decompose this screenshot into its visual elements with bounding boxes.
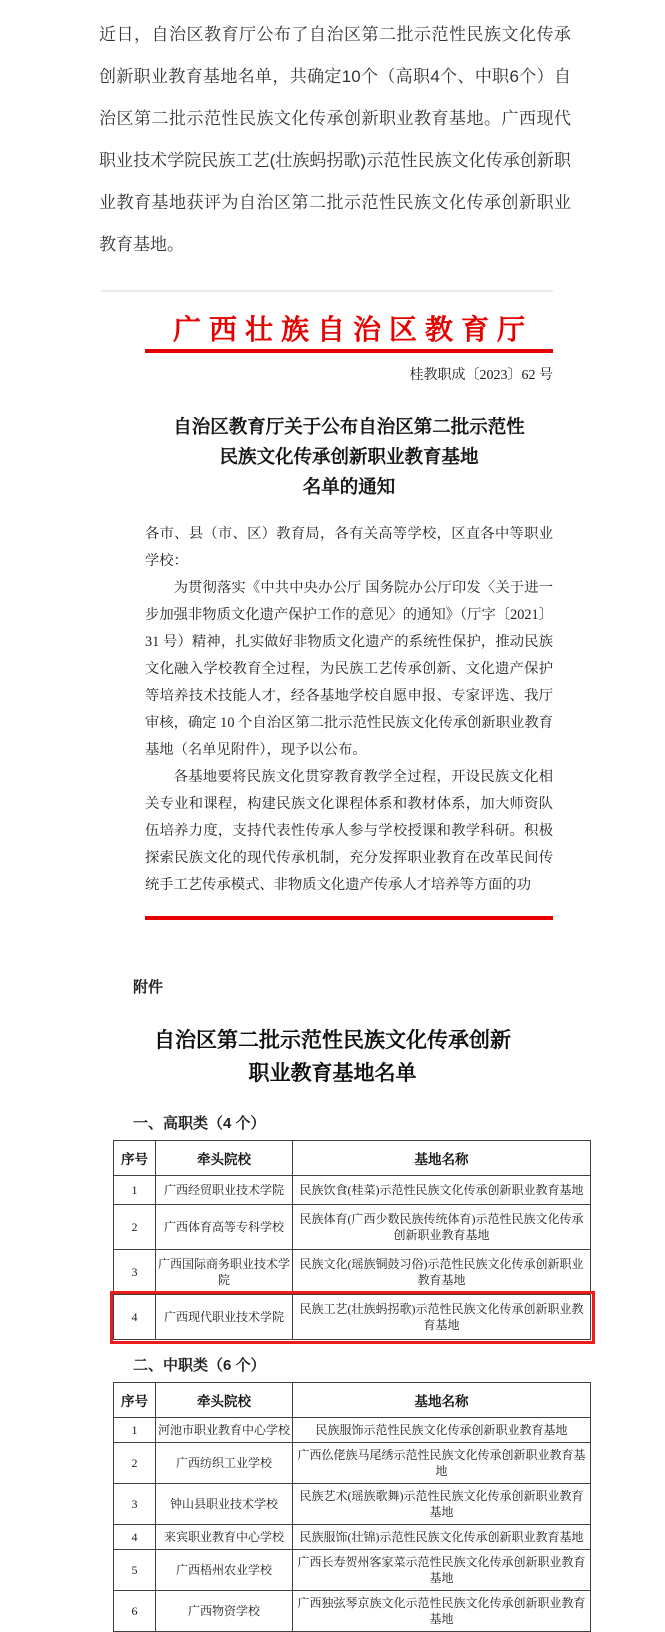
document-number: 桂教职成〔2023〕62 号 <box>409 368 553 383</box>
agency-letterhead: 广西壮族自治区教育厅 <box>172 315 533 346</box>
secondary-vocational-table <box>113 1382 591 1632</box>
base-name-cell: 广西独弦琴京族文化示范性民族文化传承创新职业教育基地 <box>293 1591 591 1632</box>
document-title-line: 自治区教育厅关于公布自治区第二批示范性 <box>173 418 525 438</box>
table-row <box>114 1250 591 1295</box>
column-header-lead-school: 牵头院校 <box>156 1141 293 1176</box>
document-title-line: 民族文化传承创新职业教育基地 <box>219 448 479 468</box>
base-name-cell: 民族服饰(壮锦)示范性民族文化传承创新职业教育基地 <box>293 1525 591 1550</box>
row-number: 2 <box>114 1205 156 1250</box>
lead-school-cell: 来宾职业教育中心学校 <box>156 1525 293 1550</box>
lead-school-cell: 钟山县职业技术学校 <box>156 1484 293 1525</box>
row-number: 3 <box>114 1250 156 1295</box>
section-heading-secondary-vocational: 二、中职类（6 个） <box>133 1357 266 1374</box>
lead-school-cell: 广西梧州农业学校 <box>156 1550 293 1591</box>
higher-vocational-table <box>113 1140 591 1340</box>
lead-school-cell: 广西纺织工业学校 <box>156 1443 293 1484</box>
document-body <box>145 521 553 899</box>
base-name-cell: 广西仫佬族马尾绣示范性民族文化传承创新职业教育基地 <box>293 1443 591 1484</box>
row-number: 1 <box>114 1176 156 1205</box>
base-name-cell: 广西长寿贺州客家菜示范性民族文化传承创新职业教育基地 <box>293 1550 591 1591</box>
letterhead-red-rule <box>145 349 553 353</box>
table-row <box>114 1591 591 1632</box>
row-number: 6 <box>114 1591 156 1632</box>
lead-school-cell: 广西体育高等专科学校 <box>156 1205 293 1250</box>
body-paragraph: 各基地要将民族文化贯穿教育教学全过程，开设民族文化相关专业和课程，构建民族文化课程体系和教材体系，加大师资队伍培养力度，支持代表性传承人参与学校授课和教学科研。积极探索民族文化的现代传承机制，充分发挥职业教育在改革民间传统手工艺传承模式、非物质文化遗产传承人才培养等方面的功 <box>145 769 553 893</box>
attachment-title-line: 职业教育基地名单 <box>248 1061 417 1085</box>
table-row <box>114 1550 591 1591</box>
column-header-index: 序号 <box>114 1141 156 1176</box>
document-title <box>145 413 553 503</box>
table-row <box>114 1418 591 1443</box>
table-header-row <box>114 1141 591 1176</box>
table-row <box>114 1205 591 1250</box>
body-paragraph: 为贯彻落实《中共中央办公厅 国务院办公厅印发〈关于进一步加强非物质文化遗产保护工作的意见〉的通知》（厅字〔2021〕31 号）精神，扎实做好非物质文化遗产的系统性保护，推动民族文化融入学校教育全过程，为民族工艺传承创新、文化遗产保护等培养技术技能人才，经各基地学校自愿申报、专家评选、我厅审核，确定 10 个自治区第二批示范性民族文化传承创新职业教育基地（名单见附件），现予以公布。 <box>145 580 553 758</box>
row-number: 4 <box>114 1295 156 1340</box>
row-number: 1 <box>114 1418 156 1443</box>
footer-red-rule <box>145 916 553 920</box>
table-row <box>114 1525 591 1550</box>
column-header-base-name: 基地名称 <box>293 1141 591 1176</box>
article-page <box>0 14 665 1632</box>
base-name-cell: 民族服饰示范性民族文化传承创新职业教育基地 <box>293 1418 591 1443</box>
row-number: 5 <box>114 1550 156 1591</box>
lead-school-cell: 广西经贸职业技术学院 <box>156 1176 293 1205</box>
base-name-cell: 民族艺术(瑶族歌舞)示范性民族文化传承创新职业教育基地 <box>293 1484 591 1525</box>
lead-school-cell: 广西物资学校 <box>156 1591 293 1632</box>
document-title-line: 名单的通知 <box>302 478 396 498</box>
attachment-title <box>0 1024 665 1090</box>
table-row <box>114 1176 591 1205</box>
official-document-scan <box>0 290 665 1632</box>
base-name-cell: 民族体育(广西少数民族传统体育)示范性民族文化传承创新职业教育基地 <box>293 1205 591 1250</box>
section-heading-higher-vocational: 一、高职类（4 个） <box>133 1115 266 1132</box>
row-number: 4 <box>114 1525 156 1550</box>
row-number: 3 <box>114 1484 156 1525</box>
column-header-index: 序号 <box>114 1383 156 1418</box>
salutation: 各市、县（市、区）教育局，各有关高等学校，区直各中等职业学校： <box>145 526 553 569</box>
attachment-title-line: 自治区第二批示范性民族文化传承创新 <box>154 1028 511 1052</box>
base-name-cell: 民族工艺(壮族蚂拐歌)示范性民族文化传承创新职业教育基地 <box>293 1295 591 1340</box>
table-row-highlighted <box>114 1295 591 1340</box>
table-row <box>114 1443 591 1484</box>
attachment-label: 附件 <box>133 979 164 996</box>
lead-school-cell: 河池市职业教育中心学校 <box>156 1418 293 1443</box>
table-row <box>114 1484 591 1525</box>
intro-paragraph: 近日，自治区教育厅公布了自治区第二批示范性民族文化传承创新职业教育基地名单，共确定10个（高职4个、中职6个）自治区第二批示范性民族文化传承创新职业教育基地。广西现代职业技术学院民族工艺(壮族蚂拐歌)示范性民族文化传承创新职业教育基地获评为自治区第二批示范性民族文化传承创新职业教育基地。 <box>99 25 571 254</box>
column-header-base-name: 基地名称 <box>293 1383 591 1418</box>
column-header-lead-school: 牵头院校 <box>156 1383 293 1418</box>
base-name-cell: 民族文化(瑶族铜鼓习俗)示范性民族文化传承创新职业教育基地 <box>293 1250 591 1295</box>
row-number: 2 <box>114 1443 156 1484</box>
base-name-cell: 民族饮食(桂菜)示范性民族文化传承创新职业教育基地 <box>293 1176 591 1205</box>
lead-school-cell: 广西现代职业技术学院 <box>156 1295 293 1340</box>
lead-school-cell: 广西国际商务职业技术学院 <box>156 1250 293 1295</box>
top-divider <box>101 290 553 292</box>
table-header-row <box>114 1383 591 1418</box>
